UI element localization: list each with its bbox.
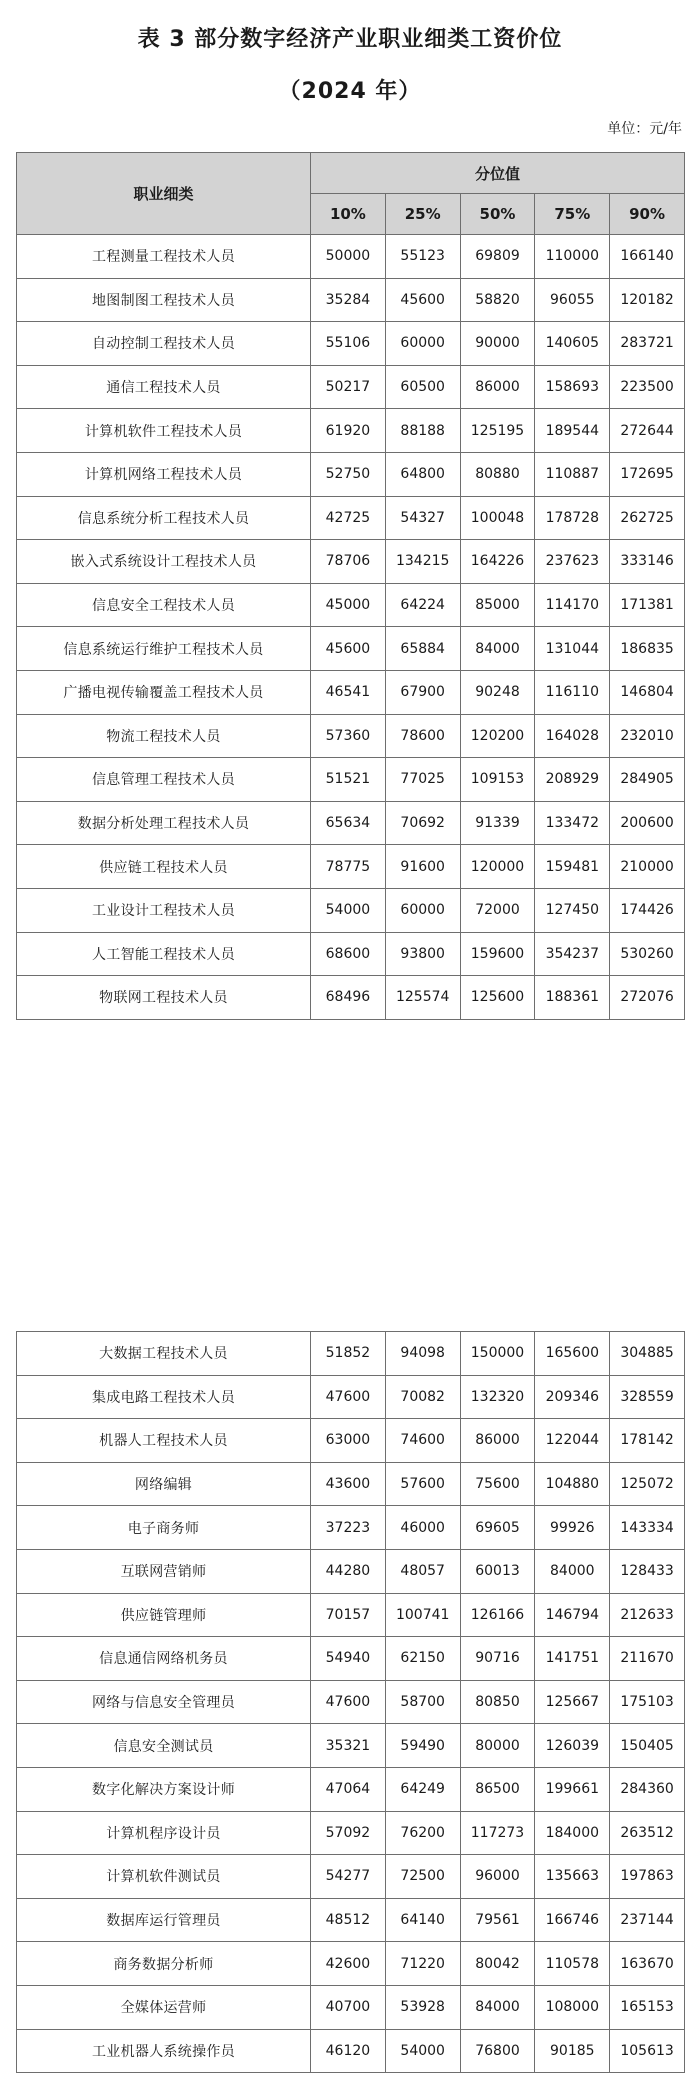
occupation-cell: 信息安全工程技术人员 [17,583,311,627]
wage-value-cell: 174426 [610,888,685,932]
wage-value-cell: 68496 [311,976,386,1020]
table-row [17,1985,685,2029]
wage-value-cell: 333146 [610,540,685,584]
wage-value-cell: 110887 [535,452,610,496]
wage-value-cell: 188361 [535,976,610,1020]
wage-value-cell: 54940 [311,1637,386,1681]
wage-value-cell: 143334 [610,1506,685,1550]
wage-value-cell: 150405 [610,1724,685,1768]
wage-value-cell: 52750 [311,452,386,496]
wage-value-cell: 172695 [610,452,685,496]
wage-value-cell: 60013 [460,1549,535,1593]
wage-value-cell: 60000 [385,322,460,366]
wage-value-cell: 61920 [311,409,386,453]
wage-value-cell: 223500 [610,365,685,409]
wage-value-cell: 55106 [311,322,386,366]
occupation-cell: 物联网工程技术人员 [17,976,311,1020]
table-row [17,670,685,714]
wage-value-cell: 200600 [610,801,685,845]
wage-value-cell: 78600 [385,714,460,758]
wage-value-cell: 140605 [535,322,610,366]
wage-value-cell: 35284 [311,278,386,322]
wage-value-cell: 80042 [460,1942,535,1986]
wage-value-cell: 132320 [460,1375,535,1419]
wage-value-cell: 71220 [385,1942,460,1986]
table-row [17,409,685,453]
wage-value-cell: 166140 [610,235,685,279]
wage-value-cell: 84000 [460,1985,535,2029]
table-row [17,1811,685,1855]
occupation-cell: 工程测量工程技术人员 [17,235,311,279]
occupation-cell: 网络与信息安全管理员 [17,1680,311,1724]
percentile-header-50: 50% [460,194,535,235]
table-row [17,1332,685,1376]
wage-value-cell: 166746 [535,1898,610,1942]
wage-value-cell: 125195 [460,409,535,453]
wage-value-cell: 44280 [311,1549,386,1593]
occupation-column-header: 职业细类 [17,153,311,235]
table-row [17,932,685,976]
wage-value-cell: 164028 [535,714,610,758]
wage-value-cell: 120000 [460,845,535,889]
occupation-cell: 互联网营销师 [17,1549,311,1593]
wage-value-cell: 120182 [610,278,685,322]
wage-value-cell: 54000 [311,888,386,932]
table-body [17,235,685,1020]
wage-value-cell: 178142 [610,1419,685,1463]
wage-value-cell: 189544 [535,409,610,453]
wage-value-cell: 48512 [311,1898,386,1942]
wage-value-cell: 57600 [385,1462,460,1506]
wage-value-cell: 197863 [610,1855,685,1899]
occupation-cell: 计算机网络工程技术人员 [17,452,311,496]
wage-value-cell: 84000 [535,1549,610,1593]
wage-value-cell: 90716 [460,1637,535,1681]
wage-value-cell: 110578 [535,1942,610,1986]
wage-value-cell: 54327 [385,496,460,540]
wage-value-cell: 72500 [385,1855,460,1899]
document-subtitle: （2024 年） [278,79,422,104]
table-row [17,1855,685,1899]
wage-value-cell: 284905 [610,758,685,802]
wage-value-cell: 57360 [311,714,386,758]
wage-value-cell: 164226 [460,540,535,584]
wage-table-part-1 [16,152,685,1020]
occupation-cell: 数据分析处理工程技术人员 [17,801,311,845]
table-row [17,583,685,627]
wage-value-cell: 272076 [610,976,685,1020]
wage-value-cell: 51521 [311,758,386,802]
wage-value-cell: 159481 [535,845,610,889]
table-row [17,1724,685,1768]
wage-value-cell: 165153 [610,1985,685,2029]
wage-value-cell: 232010 [610,714,685,758]
wage-value-cell: 184000 [535,1811,610,1855]
table-row [17,976,685,1020]
wage-value-cell: 57092 [311,1811,386,1855]
wage-value-cell: 54000 [385,2029,460,2073]
wage-value-cell: 146794 [535,1593,610,1637]
wage-value-cell: 75600 [460,1462,535,1506]
occupation-cell: 供应链管理师 [17,1593,311,1637]
wage-value-cell: 212633 [610,1593,685,1637]
wage-value-cell: 80880 [460,452,535,496]
occupation-cell: 工业设计工程技术人员 [17,888,311,932]
wage-value-cell: 78706 [311,540,386,584]
wage-value-cell: 263512 [610,1811,685,1855]
wage-value-cell: 209346 [535,1375,610,1419]
wage-value-cell: 91600 [385,845,460,889]
occupation-cell: 信息系统分析工程技术人员 [17,496,311,540]
wage-value-cell: 45000 [311,583,386,627]
wage-value-cell: 58820 [460,278,535,322]
wage-value-cell: 77025 [385,758,460,802]
table-row [17,1898,685,1942]
table-row [17,1593,685,1637]
wage-value-cell: 125667 [535,1680,610,1724]
wage-value-cell: 80000 [460,1724,535,1768]
wage-value-cell: 110000 [535,235,610,279]
wage-value-cell: 86000 [460,1419,535,1463]
unit-label: 单位：元/年 [607,121,682,137]
wage-value-cell: 117273 [460,1811,535,1855]
wage-value-cell: 69809 [460,235,535,279]
wage-value-cell: 50000 [311,235,386,279]
wage-value-cell: 43600 [311,1462,386,1506]
occupation-cell: 人工智能工程技术人员 [17,932,311,976]
table-row [17,235,685,279]
wage-value-cell: 108000 [535,1985,610,2029]
wage-value-cell: 46541 [311,670,386,714]
occupation-cell: 自动控制工程技术人员 [17,322,311,366]
wage-value-cell: 134215 [385,540,460,584]
wage-value-cell: 208929 [535,758,610,802]
wage-value-cell: 328559 [610,1375,685,1419]
wage-value-cell: 125072 [610,1462,685,1506]
wage-value-cell: 272644 [610,409,685,453]
wage-value-cell: 283721 [610,322,685,366]
occupation-cell: 信息系统运行维护工程技术人员 [17,627,311,671]
wage-value-cell: 133472 [535,801,610,845]
wage-value-cell: 237144 [610,1898,685,1942]
wage-value-cell: 51852 [311,1332,386,1376]
occupation-cell: 网络编辑 [17,1462,311,1506]
wage-value-cell: 42725 [311,496,386,540]
table-row [17,801,685,845]
occupation-cell: 物流工程技术人员 [17,714,311,758]
occupation-cell: 地图制图工程技术人员 [17,278,311,322]
wage-value-cell: 69605 [460,1506,535,1550]
wage-value-cell: 60000 [385,888,460,932]
table-row [17,714,685,758]
wage-value-cell: 64224 [385,583,460,627]
wage-value-cell: 72000 [460,888,535,932]
wage-value-cell: 125600 [460,976,535,1020]
wage-value-cell: 59490 [385,1724,460,1768]
percentile-header-90: 90% [610,194,685,235]
table-row [17,1942,685,1986]
wage-value-cell: 47600 [311,1375,386,1419]
table-row [17,2029,685,2073]
wage-value-cell: 178728 [535,496,610,540]
wage-value-cell: 65884 [385,627,460,671]
wage-value-cell: 45600 [385,278,460,322]
wage-value-cell: 96055 [535,278,610,322]
table-row [17,365,685,409]
wage-value-cell: 199661 [535,1767,610,1811]
wage-value-cell: 96000 [460,1855,535,1899]
table-row [17,758,685,802]
table-row [17,322,685,366]
wage-value-cell: 35321 [311,1724,386,1768]
wage-value-cell: 58700 [385,1680,460,1724]
document-title: 表 3 部分数字经济产业职业细类工资价位 [137,27,563,52]
occupation-cell: 广播电视传输覆盖工程技术人员 [17,670,311,714]
wage-value-cell: 76200 [385,1811,460,1855]
wage-value-cell: 163670 [610,1942,685,1986]
wage-value-cell: 109153 [460,758,535,802]
wage-value-cell: 54277 [311,1855,386,1899]
occupation-cell: 全媒体运营师 [17,1985,311,2029]
wage-value-cell: 55123 [385,235,460,279]
wage-value-cell: 88188 [385,409,460,453]
wage-value-cell: 125574 [385,976,460,1020]
wage-value-cell: 86000 [460,365,535,409]
wage-value-cell: 90000 [460,322,535,366]
table-row [17,540,685,584]
occupation-cell: 工业机器人系统操作员 [17,2029,311,2073]
wage-value-cell: 86500 [460,1767,535,1811]
percentile-header-25: 25% [385,194,460,235]
wage-value-cell: 64140 [385,1898,460,1942]
occupation-cell: 数据库运行管理员 [17,1898,311,1942]
occupation-cell: 供应链工程技术人员 [17,845,311,889]
wage-value-cell: 46120 [311,2029,386,2073]
wage-value-cell: 62150 [385,1637,460,1681]
wage-value-cell: 105613 [610,2029,685,2073]
occupation-cell: 计算机软件测试员 [17,1855,311,1899]
wage-value-cell: 99926 [535,1506,610,1550]
percentile-group-header: 分位值 [311,153,685,194]
table-row [17,627,685,671]
wage-value-cell: 40700 [311,1985,386,2029]
table-row [17,278,685,322]
occupation-cell: 商务数据分析师 [17,1942,311,1986]
wage-value-cell: 63000 [311,1419,386,1463]
wage-value-cell: 46000 [385,1506,460,1550]
wage-value-cell: 284360 [610,1767,685,1811]
wage-value-cell: 85000 [460,583,535,627]
table-row [17,1549,685,1593]
wage-value-cell: 114170 [535,583,610,627]
wage-value-cell: 237623 [535,540,610,584]
occupation-cell: 嵌入式系统设计工程技术人员 [17,540,311,584]
wage-value-cell: 64800 [385,452,460,496]
wage-value-cell: 90185 [535,2029,610,2073]
occupation-cell: 信息管理工程技术人员 [17,758,311,802]
percentile-header-75: 75% [535,194,610,235]
wage-value-cell: 122044 [535,1419,610,1463]
percentile-header-10: 10% [311,194,386,235]
table-row [17,1637,685,1681]
wage-value-cell: 354237 [535,932,610,976]
table-row [17,888,685,932]
wage-value-cell: 262725 [610,496,685,540]
wage-value-cell: 93800 [385,932,460,976]
wage-value-cell: 146804 [610,670,685,714]
table-row [17,1375,685,1419]
table-row [17,452,685,496]
wage-value-cell: 171381 [610,583,685,627]
wage-value-cell: 47064 [311,1767,386,1811]
wage-value-cell: 100048 [460,496,535,540]
wage-value-cell: 126166 [460,1593,535,1637]
wage-value-cell: 210000 [610,845,685,889]
occupation-cell: 计算机程序设计员 [17,1811,311,1855]
wage-value-cell: 50217 [311,365,386,409]
wage-value-cell: 104880 [535,1462,610,1506]
wage-value-cell: 141751 [535,1637,610,1681]
wage-value-cell: 530260 [610,932,685,976]
wage-value-cell: 37223 [311,1506,386,1550]
table-row [17,1680,685,1724]
wage-value-cell: 116110 [535,670,610,714]
table-row [17,1506,685,1550]
wage-value-cell: 60500 [385,365,460,409]
table-row [17,496,685,540]
occupation-cell: 数字化解决方案设计师 [17,1767,311,1811]
wage-value-cell: 78775 [311,845,386,889]
wage-value-cell: 70082 [385,1375,460,1419]
occupation-cell: 集成电路工程技术人员 [17,1375,311,1419]
table-body [17,1332,685,2073]
table-row [17,1419,685,1463]
wage-value-cell: 76800 [460,2029,535,2073]
wage-value-cell: 158693 [535,365,610,409]
wage-value-cell: 211670 [610,1637,685,1681]
wage-value-cell: 74600 [385,1419,460,1463]
wage-value-cell: 90248 [460,670,535,714]
wage-value-cell: 70692 [385,801,460,845]
occupation-cell: 信息安全测试员 [17,1724,311,1768]
wage-value-cell: 128433 [610,1549,685,1593]
wage-value-cell: 64249 [385,1767,460,1811]
wage-value-cell: 94098 [385,1332,460,1376]
wage-value-cell: 126039 [535,1724,610,1768]
wage-value-cell: 159600 [460,932,535,976]
wage-value-cell: 70157 [311,1593,386,1637]
wage-value-cell: 53928 [385,1985,460,2029]
wage-value-cell: 186835 [610,627,685,671]
table-row [17,1767,685,1811]
wage-value-cell: 127450 [535,888,610,932]
wage-value-cell: 84000 [460,627,535,671]
occupation-cell: 大数据工程技术人员 [17,1332,311,1376]
wage-value-cell: 48057 [385,1549,460,1593]
wage-value-cell: 100741 [385,1593,460,1637]
wage-value-cell: 68600 [311,932,386,976]
wage-value-cell: 175103 [610,1680,685,1724]
wage-value-cell: 91339 [460,801,535,845]
wage-value-cell: 47600 [311,1680,386,1724]
wage-value-cell: 150000 [460,1332,535,1376]
occupation-cell: 电子商务师 [17,1506,311,1550]
wage-value-cell: 131044 [535,627,610,671]
occupation-cell: 机器人工程技术人员 [17,1419,311,1463]
occupation-cell: 计算机软件工程技术人员 [17,409,311,453]
wage-value-cell: 67900 [385,670,460,714]
wage-value-cell: 165600 [535,1332,610,1376]
wage-value-cell: 42600 [311,1942,386,1986]
occupation-cell: 信息通信网络机务员 [17,1637,311,1681]
wage-value-cell: 304885 [610,1332,685,1376]
wage-value-cell: 65634 [311,801,386,845]
wage-value-cell: 135663 [535,1855,610,1899]
occupation-cell: 通信工程技术人员 [17,365,311,409]
table-row [17,1462,685,1506]
wage-value-cell: 120200 [460,714,535,758]
wage-value-cell: 79561 [460,1898,535,1942]
wage-value-cell: 45600 [311,627,386,671]
wage-table-part-2 [16,1331,685,2073]
table-row [17,845,685,889]
wage-value-cell: 80850 [460,1680,535,1724]
